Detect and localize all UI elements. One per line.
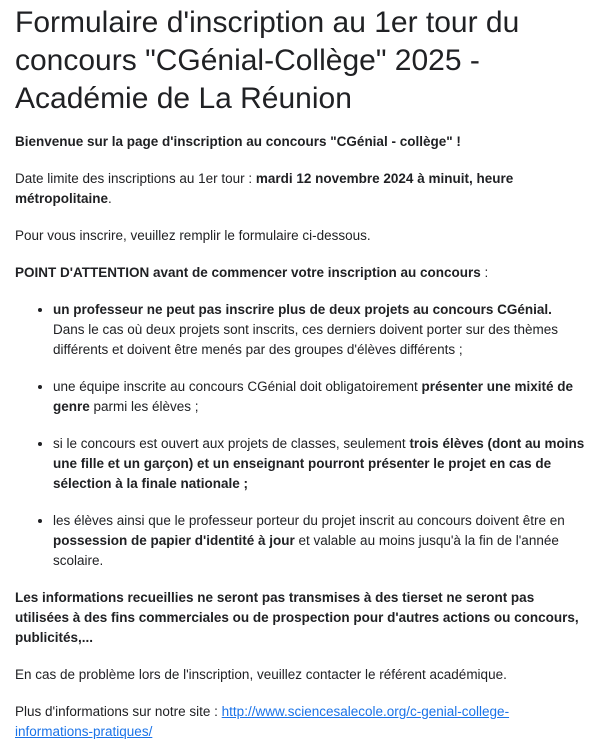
instruction-text: Pour vous inscrire, veuillez remplir le formulaire ci-dessous. [15,228,371,243]
form-description [15,132,586,742]
attention-heading [15,263,586,283]
more-info-text [15,702,586,742]
welcome-bold: Bienvenue sur la page d'inscription au concours "CGénial - collège" ! [15,134,461,149]
deadline-suffix: . [108,191,112,206]
bullet-text: si le concours est ouvert aux projets de classes, seulement [53,436,410,451]
bullet-text: parmi les élèves ; [89,399,199,414]
bullet-text: les élèves ainsi que le professeur porteur du projet inscrit au concours doivent être en [53,513,565,528]
attention-list [15,300,586,571]
deadline-date: mardi 12 novembre 2024 à minuit, heure métropolitaine [15,171,514,206]
list-item [53,377,586,417]
privacy-bold: Les informations recueillies ne seront pas transmises à des tierset ne seront pas utilisées à des fins commerciales ou de prospection pour d'autres actions ou concours, publicités,... [15,590,579,645]
list-item [53,434,586,494]
deadline-prefix: Date limite des inscriptions au 1er tour : [15,171,256,186]
privacy-notice [15,588,586,648]
form-title: Formulaire d'inscription au 1er tour du concours "CGénial-Collège" 2025 - Académie de La Réunion [15,6,520,115]
bullet-text: Dans le cas où deux projets sont inscrits, ces derniers doivent porter sur des thèmes différents et doivent être menés par des groupes d'élèves différents ; [53,322,558,357]
deadline-text [15,169,586,209]
bullet-bold: possession de papier d'identité à jour [53,533,295,548]
attention-bold: POINT D'ATTENTION avant de commencer votre inscription au concours [15,265,481,280]
more-info-prefix: Plus d'informations sur notre site : [15,704,222,719]
attention-suffix: : [480,265,489,280]
bullet-text: une équipe inscrite au concours CGénial doit obligatoirement [53,379,422,394]
bullet-bold: trois élèves (dont au moins une fille et un garçon) et un enseignant pourront présenter le projet en cas de sélection à la finale nationale ; [53,436,585,491]
welcome-text [15,132,586,152]
bullet-bold: un professeur ne peut pas inscrire plus de deux projets au concours CGénial. [53,302,552,317]
list-item [53,300,586,360]
bullet-bold: présenter une mixité de genre [53,379,574,414]
contact-text: En cas de problème lors de l'inscription, veuillez contacter le référent académique. [15,667,507,682]
bullet-text: et valable au moins jusqu'à la fin de l'année scolaire. [53,533,559,568]
more-info-link[interactable]: http://www.sciencesalecole.org/c-genial-college-informations-pratiques/ [15,704,510,739]
list-item [53,511,586,571]
